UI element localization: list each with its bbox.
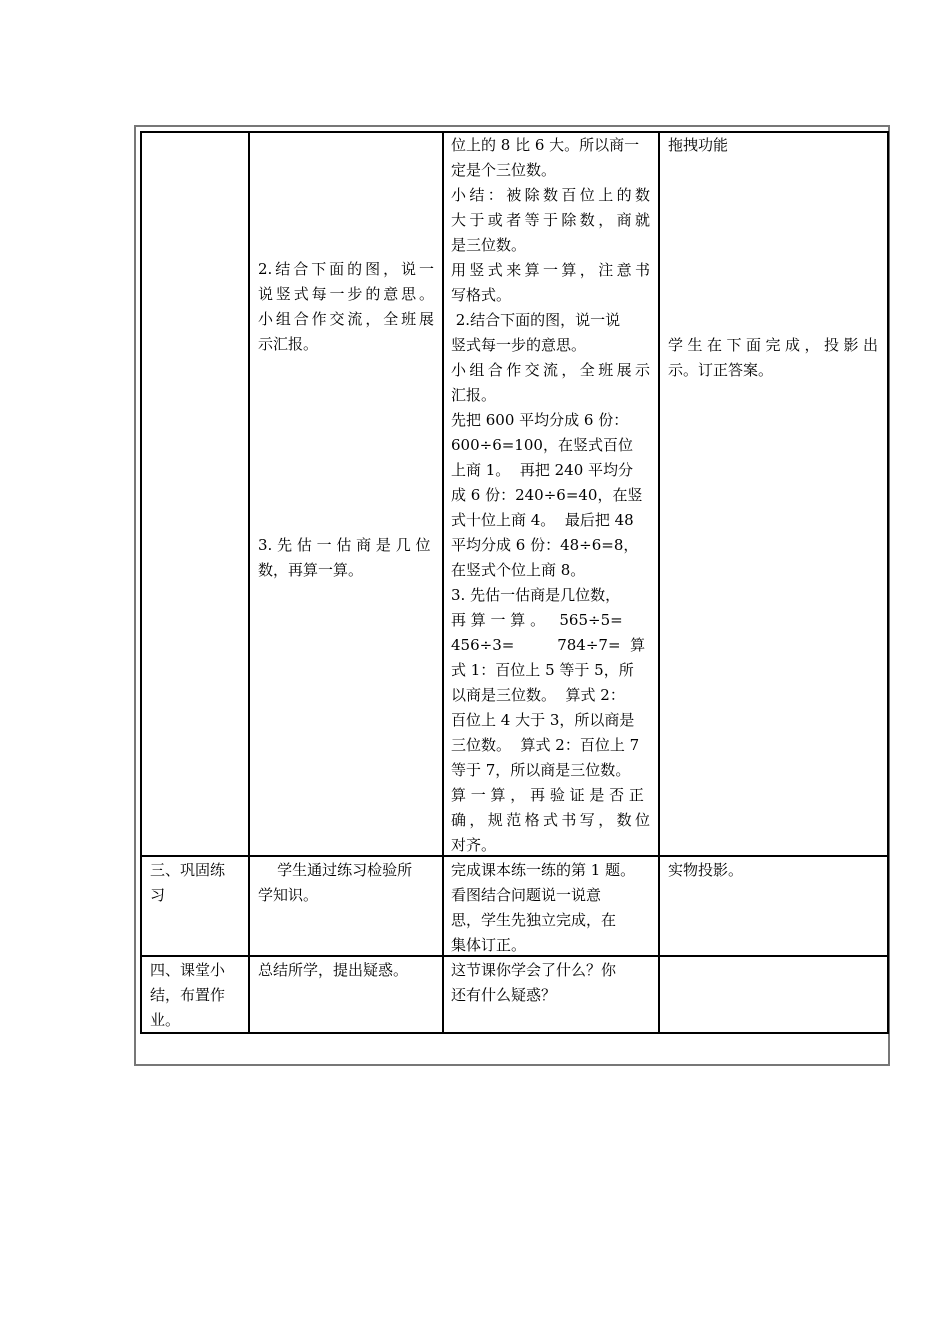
r1-col3-line: 先把 600 平均分成 6 份： — [451, 411, 629, 429]
r3-col1-line: 结，布置作 — [150, 986, 226, 1004]
r1-col3-line: 等于 7，所以商是三位数。 — [451, 761, 631, 779]
r1-col3-line: 是三位数。 — [451, 236, 527, 254]
r3-col1-line: 业。 — [150, 1011, 181, 1029]
r1-col2-line: 说竖式每一步的意思。 — [258, 285, 434, 303]
r2-col1-line: 习 — [150, 886, 166, 904]
r3-col2: 总结所学，提出疑惑。 — [258, 961, 409, 979]
r1-col3-line: 在竖式个位上商 8。 — [451, 561, 586, 579]
r3-col3-line: 这节课你学会了什么？你 — [451, 961, 617, 979]
r1-col3-line: 汇报。 — [451, 386, 497, 404]
r1-col3-line: 算 一 算 ， 再 验 证 是 否 正 — [451, 786, 644, 804]
r2-col3-line: 完成课本练一练的第 1 题。 — [451, 861, 636, 879]
r1-col3-line: 小组合作交流，全班展示 — [451, 361, 650, 379]
r1-col2-line: 小组合作交流，全班展 — [258, 310, 434, 328]
r1-col4-top: 拖拽功能 — [668, 136, 729, 154]
r1-col3-line: 确，规范格式书写，数位 — [451, 811, 650, 829]
r1-col3-line: 小结：被除数百位上的数 — [451, 186, 650, 204]
r1-col3-line: 写格式。 — [451, 286, 512, 304]
r2-col2-line: 学生通过练习检验所 — [258, 861, 413, 879]
r2-col3-line: 集体订正。 — [451, 936, 527, 954]
col-divider-2 — [442, 131, 444, 1034]
r1-col3-line: 百位上 4 大于 3，所以商是 — [451, 711, 635, 729]
r1-col3-line: 对齐。 — [451, 836, 497, 854]
r1-col3-line: 成 6 份：240÷6=40，在竖 — [451, 486, 643, 504]
col-divider-3 — [658, 131, 660, 1034]
r1-col3-line: 以商是三位数。 算式 2： — [451, 686, 625, 704]
r1-col3-line: 式十位上商 4。 最后把 48 — [451, 511, 634, 529]
r1-col3-line: 用竖式来算一算，注意书 — [451, 261, 650, 279]
r2-col3-line: 思，学生先独立完成，在 — [451, 911, 617, 929]
r1-col3-line: 再 算 一 算 。 565÷5= — [451, 611, 623, 629]
r2-col1-line: 三、巩固练 — [150, 861, 226, 879]
r1-col2-line: 示汇报。 — [258, 335, 319, 353]
r2-col2-line: 学知识。 — [258, 886, 319, 904]
r1-col3-line: 位上的 8 比 6 大。所以商一 — [451, 136, 640, 154]
r1-col2b-line: 3. 先 估 一 估 商 是 几 位 — [258, 536, 431, 554]
r1-col3-line: 2.结合下面的图，说一说 — [451, 311, 621, 329]
r1-col3-line: 式 1：百位上 5 等于 5，所 — [451, 661, 634, 679]
r1-col3-line: 3. 先估一估商是几位数， — [451, 586, 621, 604]
r1-col3-line: 定是个三位数。 — [451, 161, 557, 179]
r1-col2b-line: 数，再算一算。 — [258, 561, 364, 579]
col-divider-1 — [248, 131, 250, 1034]
r1-col3-line: 上商 1。 再把 240 平均分 — [451, 461, 634, 479]
r1-col3-line: 竖式每一步的意思。 — [451, 336, 587, 354]
r1-col3-line: 三位数。 算式 2：百位上 7 — [451, 736, 640, 754]
r1-col4-line: 学生在下面完成，投影出 — [668, 336, 878, 354]
r1-col3-line: 平均分成 6 份：48÷6=8， — [451, 536, 639, 554]
r3-col3-line: 还有什么疑惑？ — [451, 986, 557, 1004]
r1-col3-line: 大于或者等于除数，商就 — [451, 211, 650, 229]
r3-col1-line: 四、课堂小 — [150, 961, 226, 979]
r2-col3-line: 看图结合问题说一说意 — [451, 886, 602, 904]
r1-col2-line: 2.结合下面的图，说一 — [258, 260, 434, 278]
row-divider-1 — [140, 855, 889, 857]
r1-col4-line: 示。订正答案。 — [668, 361, 774, 379]
r2-col4: 实物投影。 — [668, 861, 744, 879]
r1-col3-line: 456÷3= 784÷7= 算 — [451, 636, 646, 654]
r1-col3-line: 600÷6=100，在竖式百位 — [451, 436, 633, 454]
